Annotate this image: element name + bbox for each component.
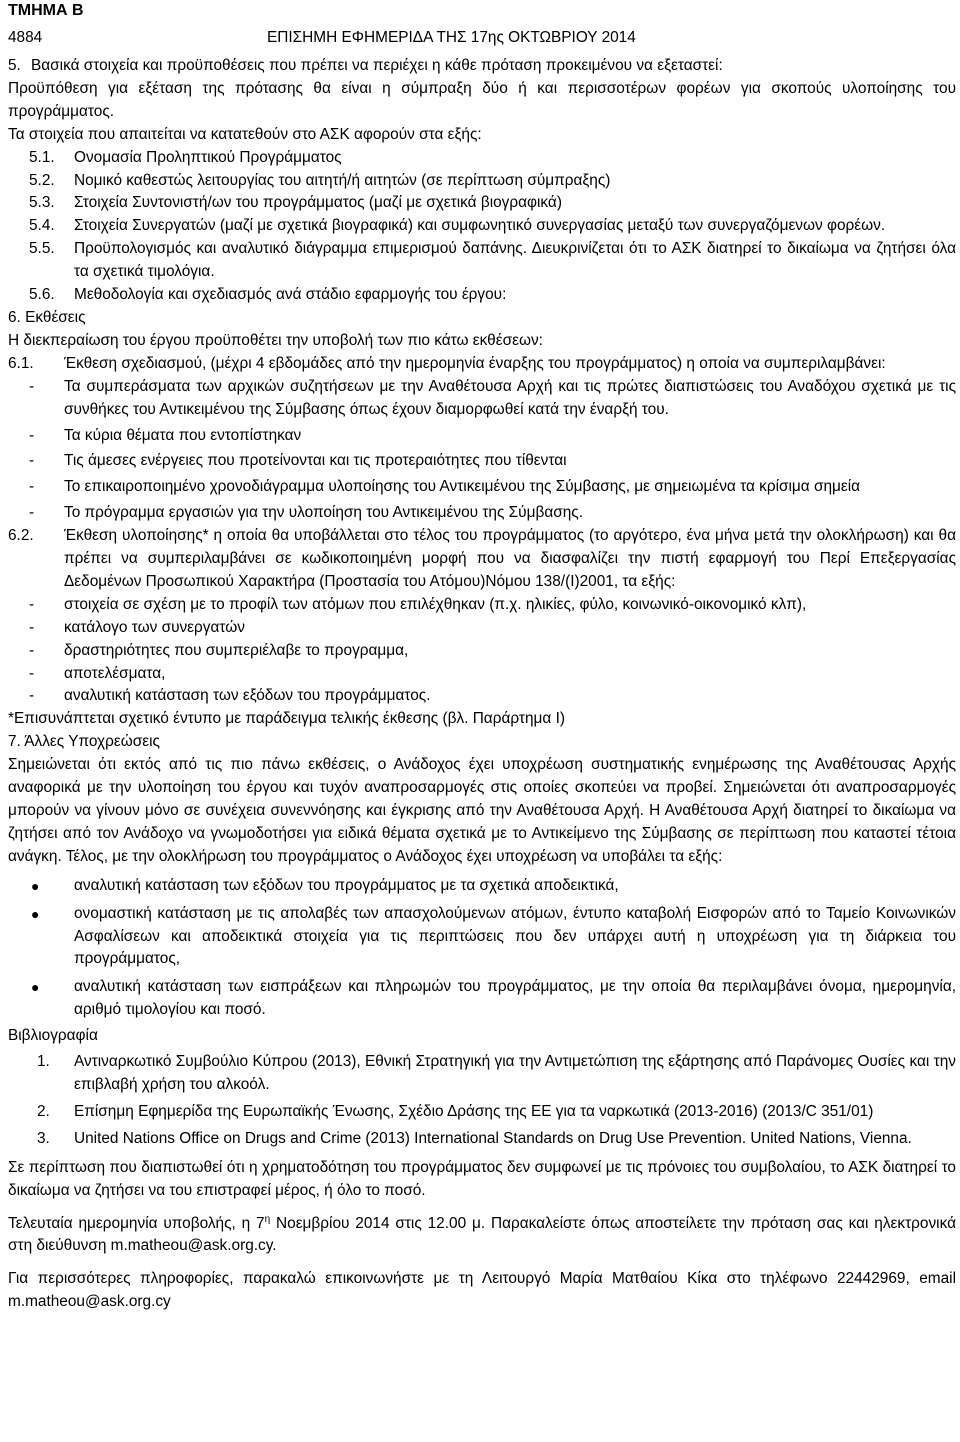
list-item — [8, 875, 956, 898]
item-text: Τις άμεσες ενέργειες που προτείνονται και τις προτεραιότητες που τίθενται — [64, 452, 567, 470]
requirements-list — [8, 147, 956, 307]
dash-marker: - — [29, 687, 35, 705]
list-item — [29, 170, 956, 193]
running-header — [8, 21, 956, 55]
dash-marker: - — [29, 452, 35, 470]
dash-marker: - — [29, 426, 35, 444]
item-text: αναλυτική κατάσταση των εξόδων του προγράμματος. — [64, 687, 431, 705]
reference-text: Επίσημη Εφημερίδα της Ευρωπαϊκής Ένωσης, Σχέδιο Δράσης της ΕΕ για τα ναρκωτικά (2013-2016) (2013/C 351/01) — [74, 1102, 874, 1120]
item-text: Νομικό καθεστώς λειτουργίας του αιτητή/ή αιτητών (σε περίπτωση σύμπραξης) — [74, 171, 611, 189]
item-number: 5.1. — [29, 148, 55, 166]
deadline-text: Τελευταία ημερομηνία υποβολής, η 7 — [8, 1214, 265, 1232]
reference-number: 3. — [37, 1129, 50, 1147]
dash-marker: - — [29, 478, 35, 496]
bullet-icon: ● — [31, 979, 40, 996]
section-number: 5. — [8, 57, 21, 74]
dash-marker: - — [29, 504, 35, 522]
item-text: Στοιχεία Συντονιστή/ων του προγράμματος (μαζί με σχετικά βιογραφικά) — [74, 194, 562, 212]
reference-number: 2. — [37, 1102, 50, 1120]
footnote: *Επισυνάπτεται σχετικό έντυπο με παράδειγμα τελικής έκθεσης (βλ. Παράρτημα Ι) — [8, 710, 565, 728]
list-item — [29, 238, 956, 284]
report-6-1 — [8, 353, 956, 376]
item-text: Τα συμπεράσματα των αρχικών συζητήσεων με την Αναθέτουσα Αρχή και τις πρώτες διαπιστώσεις του Αναδόχου σχετικά με τις συνθήκες του Αντικειμένου της Σύμβασης όπως έχουν διαμορφωθεί κατά την έναρξή του. — [64, 377, 956, 418]
section-title: Βασικά στοιχεία και προϋποθέσεις που πρέπει να περιέχει η κάθε πρόταση προκειμένου να εξεταστεί: — [31, 57, 723, 74]
item-number: 5.6. — [29, 286, 55, 304]
list-item — [29, 685, 956, 708]
reference-item — [8, 1101, 956, 1124]
item-text: Μεθοδολογία και σχεδιασμός ανά στάδιο εφαρμογής του έργου: — [74, 286, 507, 304]
reference-text: Αντιναρκωτικό Συμβούλιο Κύπρου (2013), Εθνική Στρατηγική για την Αντιμετώπιση της εξάρτησης από Παράνομες Ουσίες και την επιβλαβή χρήση του αλκοόλ. — [74, 1053, 956, 1093]
item-number: 5.3. — [29, 194, 55, 212]
item-text: Τα κύρια θέματα που εντοπίστηκαν — [64, 426, 302, 444]
contact-paragraph: Για περισσότερες πληροφορίες, παρακαλώ επικοινωνήστε με τη Λειτουργό Μαρία Ματθαίου Κίκα στο τηλέφωνο 22442969, email m.matheou@ask.org.cy — [8, 1270, 956, 1311]
list-item — [29, 284, 956, 307]
item-text: Έκθεση υλοποίησης* η οποία θα υποβάλλεται στο τέλος του προγράμματος (το αργότερο, ένα μήνα μετά την ολοκλήρωση) και θα πρέπει να συμπεριλαμβάνει σε κωδικοποιημένη μορφή που να διασφαλίζει την πιστή εφαρμογή του Περί Επεξεργασίας Δεδομένων Προσωπικού Χαρακτήρα (Προστασία του Ατόμου)Νόμου 138/(Ι)2001, τα εξής: — [64, 527, 956, 590]
item-text: Ονομασία Προληπτικού Προγράμματος — [74, 148, 342, 166]
section-6-title: 6. Εκθέσεις — [8, 308, 86, 326]
deadline-paragraph — [8, 1213, 956, 1259]
item-text: αναλυτική κατάσταση των εισπράξεων και πληρωμών του προγράμματος, με την οποία θα περιλαμβάνει όνομα, ημερομηνία, αριθμό τιμολογίου και ποσό. — [74, 978, 956, 1019]
bullet-icon: ● — [31, 877, 40, 894]
item-number: 5.2. — [29, 171, 55, 189]
item-text: Το επικαιροποιημένο χρονοδιάγραμμα υλοποίησης του Αντικειμένου της Σύμβασης, με σημειωμένα τα κρίσιμα σημεία — [64, 478, 861, 496]
dash-marker: - — [29, 377, 35, 395]
bibliography-title: Βιβλιογραφία — [8, 1027, 98, 1045]
obligations-paragraph: Σημειώνεται ότι εκτός από τις πιο πάνω εκθέσεις, ο Ανάδοχος έχει υποχρέωση συστηματικής ενημέρωσης της Αναθέτουσας Αρχής αναφορικά με την υλοποίηση του έργου και τυχόν αναπροσαρμογές στις οποίες σκοπεύει να προβεί. Σημειώνεται ότι αναπροσαρμογές μπορούν να γίνουν μόνο σε συνέχεια συνεννόησης και έγκρισης από την Αναθέτουσα Αρχή. Η Αναθέτουσα Αρχή διατηρεί το δικαίωμα να ζητήσει από τον Ανάδοχο να γνωμοδοτήσει για ειδικά θέματα σχετικά με το Αντικείμενο της Σύμβασης σε περίπτωση που καταστεί τέτοια ανάγκη. Τέλος, με την ολοκλήρωση του προγράμματος ο Ανάδοχος έχει υποχρέωση να υποβάλει τα εξής: — [8, 756, 956, 865]
list-item — [29, 594, 956, 617]
obligations-bullets — [8, 875, 956, 1022]
list-item — [29, 425, 956, 448]
reference-text: United Nations Office on Drugs and Crime (2013) International Standards on Drug Use Prevention. United Nations, Vienna. — [74, 1129, 912, 1147]
bibliography-list — [8, 1051, 956, 1151]
item-number: 5.5. — [29, 240, 55, 258]
reference-number: 1. — [37, 1053, 50, 1071]
page-number: 4884 — [8, 29, 43, 46]
reports-intro: Η διεκπεραίωση του έργου προϋποθέτει την υποβολή των πιο κάτω εκθέσεων: — [8, 331, 543, 349]
condition-paragraph: Προϋπόθεση για εξέταση της πρότασης θα είναι η σύμπραξη δύο ή και περισσοτέρων φορέων για σκοπούς υλοποίησης του προγράμματος. — [8, 79, 956, 120]
list-item — [29, 450, 956, 473]
refund-paragraph: Σε περίπτωση που διαπιστωθεί ότι η χρηματοδότηση του προγράμματος δεν συμφωνεί με τις πρόνοιες του συμβολαίου, το ΑΣΚ διατηρεί το δικαίωμα να ζητήσει να του επιστραφεί μέρος, ή όλο το ποσό. — [8, 1158, 956, 1199]
requirements-intro: Τα στοιχεία που απαιτείται να κατατεθούν στο ΑΣΚ αφορούν στα εξής: — [8, 125, 482, 143]
list-item — [29, 192, 956, 215]
item-text: στοιχεία σε σχέση με το προφίλ των ατόμων που επιλέχθηκαν (π.χ. ηλικίες, φύλο, κοινωνικό-οικονομικό κλπ), — [64, 595, 807, 613]
item-number: 6.2. — [8, 527, 34, 545]
item-text: δραστηριότητες που συμπεριέλαβε το προγραμμα, — [64, 641, 409, 659]
item-text: Το πρόγραμμα εργασιών για την υλοποίηση του Αντικειμένου της Σύμβασης. — [64, 504, 583, 522]
item-number: 5.4. — [29, 217, 55, 235]
dash-marker: - — [29, 595, 35, 613]
gazette-title: ΕΠΙΣΗΜΗ ΕΦΗΜΕΡΙΔΑ ΤΗΣ 17ης ΟΚΤΩΒΡΙΟΥ 2014 — [267, 29, 636, 46]
section-label: ΤΜΗΜΑ Β — [8, 2, 84, 19]
report-6-2 — [8, 525, 956, 594]
reference-item — [8, 1128, 956, 1151]
list-item — [29, 147, 956, 170]
list-item — [29, 640, 956, 663]
item-text: αναλυτική κατάσταση των εξόδων του προγράμματος με τα σχετικά αποδεικτικά, — [74, 876, 619, 894]
item-text: αποτελέσματα, — [64, 664, 166, 682]
list-item — [29, 502, 956, 525]
item-text: Έκθεση σχεδιασμού, (μέχρι 4 εβδομάδες από την ημερομηνία έναρξης του προγράμματος) η οποία να συμπεριλαμβάνει: — [64, 354, 886, 372]
list-item — [29, 617, 956, 640]
list-item — [29, 663, 956, 686]
list-item — [8, 976, 956, 1022]
deadline-text-rest: Νοεμβρίου 2014 στις 12.00 μ. Παρακαλείστε όπως αποστείλετε την πρόταση σας και ηλεκτρονικά στη διεύθυνση m.matheou@ask.org.cy. — [8, 1214, 956, 1255]
dash-marker: - — [29, 618, 35, 636]
item-text: Προϋπολογισμός και αναλυτικό διάγραμμα επιμερισμού δαπάνης. Διευκρινίζεται ότι το ΑΣΚ διατηρεί το δικαίωμα να ζητήσει όλα τα σχετικά τιμολόγια. — [74, 240, 956, 281]
ordinal-suffix: η — [264, 1213, 271, 1225]
report-6-1-items — [8, 376, 956, 525]
dash-marker: - — [29, 641, 35, 659]
section-5-heading — [8, 55, 956, 78]
list-item — [8, 903, 956, 972]
list-item — [29, 215, 956, 238]
section-7-title: 7. Άλλες Υποχρεώσεις — [8, 733, 160, 751]
item-text: ονομαστική κατάσταση με τις απολαβές των απασχολούμενων ατόμων, έντυπο καταβολή Εισφορών από το Ταμείο Κοινωνικών Ασφαλίσεων και αποδεικτικά στοιχεία για τις περιπτώσεις που δεν υπάρχει αυτή η υποχρέωση για τη διάρκεια του προγράμματος, — [74, 904, 956, 968]
reference-item — [8, 1051, 956, 1097]
dash-marker: - — [29, 664, 35, 682]
list-item — [29, 476, 956, 499]
item-text: Στοιχεία Συνεργατών (μαζί με σχετικά βιογραφικά) και συμφωνητικό συνεργασίας μεταξύ των συνεργαζόμενων φορέων. — [74, 217, 886, 235]
bullet-icon: ● — [31, 905, 40, 922]
item-number: 6.1. — [8, 354, 34, 372]
report-6-2-items — [8, 594, 956, 709]
list-item — [29, 376, 956, 422]
item-text: κατάλογο των συνεργατών — [64, 618, 245, 636]
